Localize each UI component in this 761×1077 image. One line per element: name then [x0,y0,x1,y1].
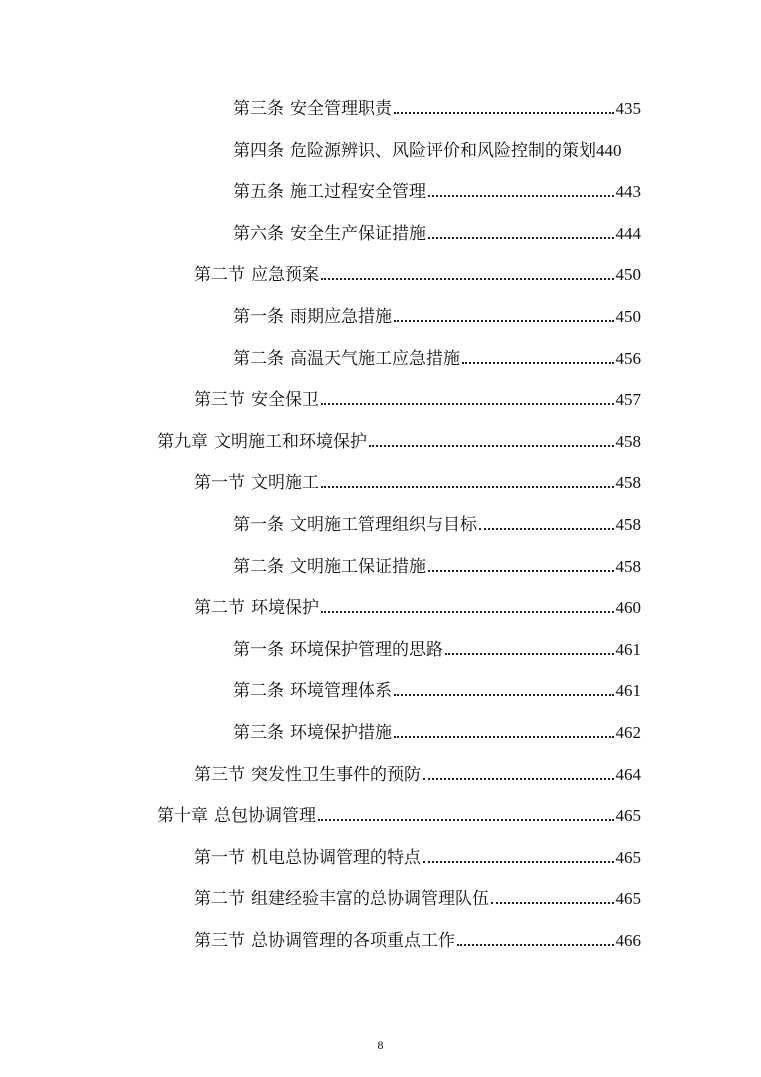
toc-entry-page: 465 [615,889,641,909]
dot-leader [394,735,614,738]
toc-entry-page: 444 [615,223,641,243]
toc-entry[interactable] [194,262,641,288]
toc-entry[interactable] [157,429,641,455]
toc-entry[interactable] [233,138,641,164]
toc-entry-page: 458 [615,515,641,534]
toc-entry-page: 458 [615,473,641,493]
toc-entry-number: 第二条 [233,348,284,369]
dot-leader [369,444,614,447]
toc-entry-page: 450 [615,307,641,326]
toc-entry[interactable] [194,470,641,496]
toc-entry-page: 465 [615,806,641,826]
dot-leader [423,860,614,863]
toc-entry[interactable] [233,720,641,746]
toc-entry-page: 440 [596,140,622,160]
toc-entry-page: 458 [615,431,641,451]
toc-entry-number: 第一节 [194,847,245,868]
dot-leader [491,901,614,904]
toc-entry-number: 第三节 [194,764,245,785]
toc-entry[interactable] [233,678,641,704]
toc-entry-page: 457 [615,390,641,410]
dot-leader [428,236,614,239]
toc-entry-title: 高温天气施工应急措施 [290,348,460,369]
toc-entry-title: 环境保护 [251,598,319,619]
toc-entry-number: 第二节 [194,889,245,910]
toc-entry-number: 第三条 [233,723,284,743]
toc-entry-title: 环境保护措施 [290,723,392,743]
toc-entry-page: 462 [615,723,641,742]
toc-entry-page: 435 [615,99,641,118]
toc-entry-title: 安全保卫 [251,390,319,411]
toc-entry-title: 总包协调管理 [214,806,316,827]
dot-leader [321,277,614,280]
toc-entry-page: 461 [615,681,641,701]
toc-entry[interactable] [194,886,641,912]
toc-entry-number: 第五条 [233,182,284,203]
toc-entry-title: 施工过程安全管理 [290,182,426,203]
toc-entry-number: 第二条 [233,556,284,577]
toc-entry-number: 第一条 [233,639,284,660]
toc-entry-title: 危险源辨识、风险评价和风险控制的策划 [290,140,596,161]
toc-entry-number: 第一节 [194,473,245,494]
toc-entry-number: 第十章 [157,806,208,827]
toc-entry[interactable] [157,803,641,829]
toc-entry-number: 第三节 [194,931,245,951]
toc-entry-page: 450 [615,265,641,285]
toc-entry-title: 文明施工和环境保护 [214,431,367,452]
toc-entry[interactable] [233,96,641,122]
dot-leader [394,319,614,322]
toc-entry-page: 460 [615,598,641,618]
dot-leader [428,569,614,572]
toc-entry-page: 464 [615,764,641,784]
dot-leader [428,194,614,197]
toc-entry[interactable] [194,387,641,413]
dot-leader [423,777,614,780]
toc-entry-number: 第二条 [233,681,284,702]
toc-entry[interactable] [194,928,641,954]
toc-entry-title: 环境保护管理的思路 [290,639,443,660]
toc-entry-title: 文明施工保证措施 [290,556,426,577]
dot-leader [394,111,614,114]
toc-entry-number: 第二节 [194,598,245,619]
toc-entry[interactable] [233,554,641,580]
toc-entry-page: 461 [615,639,641,659]
toc-entry-page: 465 [615,847,641,867]
toc-entry-number: 第九章 [157,431,208,452]
toc-entry-title: 组建经验丰富的总协调管理队伍 [251,889,489,910]
toc-entry-number: 第四条 [233,140,284,161]
toc-entry[interactable] [194,595,641,621]
toc-entry[interactable] [233,221,641,247]
toc-entry-number: 第二节 [194,265,245,286]
toc-entry[interactable] [233,346,641,372]
toc-entry-title: 总协调管理的各项重点工作 [251,931,455,951]
dot-leader [445,652,614,655]
dot-leader [462,361,614,364]
toc-entry-number: 第一条 [233,307,284,327]
toc-entry[interactable] [233,637,641,663]
toc-entry-title: 安全生产保证措施 [290,223,426,244]
toc-entry[interactable] [233,179,641,205]
toc-entry-page: 466 [615,931,641,950]
toc-entry[interactable] [194,845,641,871]
toc-entry-title: 文明施工管理组织与目标 [290,515,477,535]
toc-entry-title: 应急预案 [251,265,319,286]
dot-leader [321,485,614,488]
page-number: 8 [377,1038,384,1052]
toc-entry-number: 第三节 [194,390,245,411]
dot-leader [321,610,614,613]
dot-leader [394,693,614,696]
dot-leader [479,527,614,530]
dot-leader [321,402,614,405]
toc-entry[interactable] [194,762,641,788]
toc-entry-title: 雨期应急措施 [290,307,392,327]
toc-entry-page: 456 [615,348,641,368]
dot-leader [318,818,614,821]
toc-entry-title: 机电总协调管理的特点 [251,847,421,868]
toc-entry-number: 第六条 [233,223,284,244]
toc-entry-page: 458 [615,556,641,576]
toc-entry-title: 环境管理体系 [290,681,392,702]
toc-entry-page: 443 [615,182,641,202]
toc-entry[interactable] [233,512,641,538]
toc-entry-number: 第一条 [233,515,284,535]
toc-entry-title: 文明施工 [251,473,319,494]
toc-entry-title: 突发性卫生事件的预防 [251,764,421,785]
toc-entry[interactable] [233,304,641,330]
toc-entry-title: 安全管理职责 [290,99,392,119]
dot-leader [457,943,614,946]
toc-entry-number: 第三条 [233,99,284,119]
